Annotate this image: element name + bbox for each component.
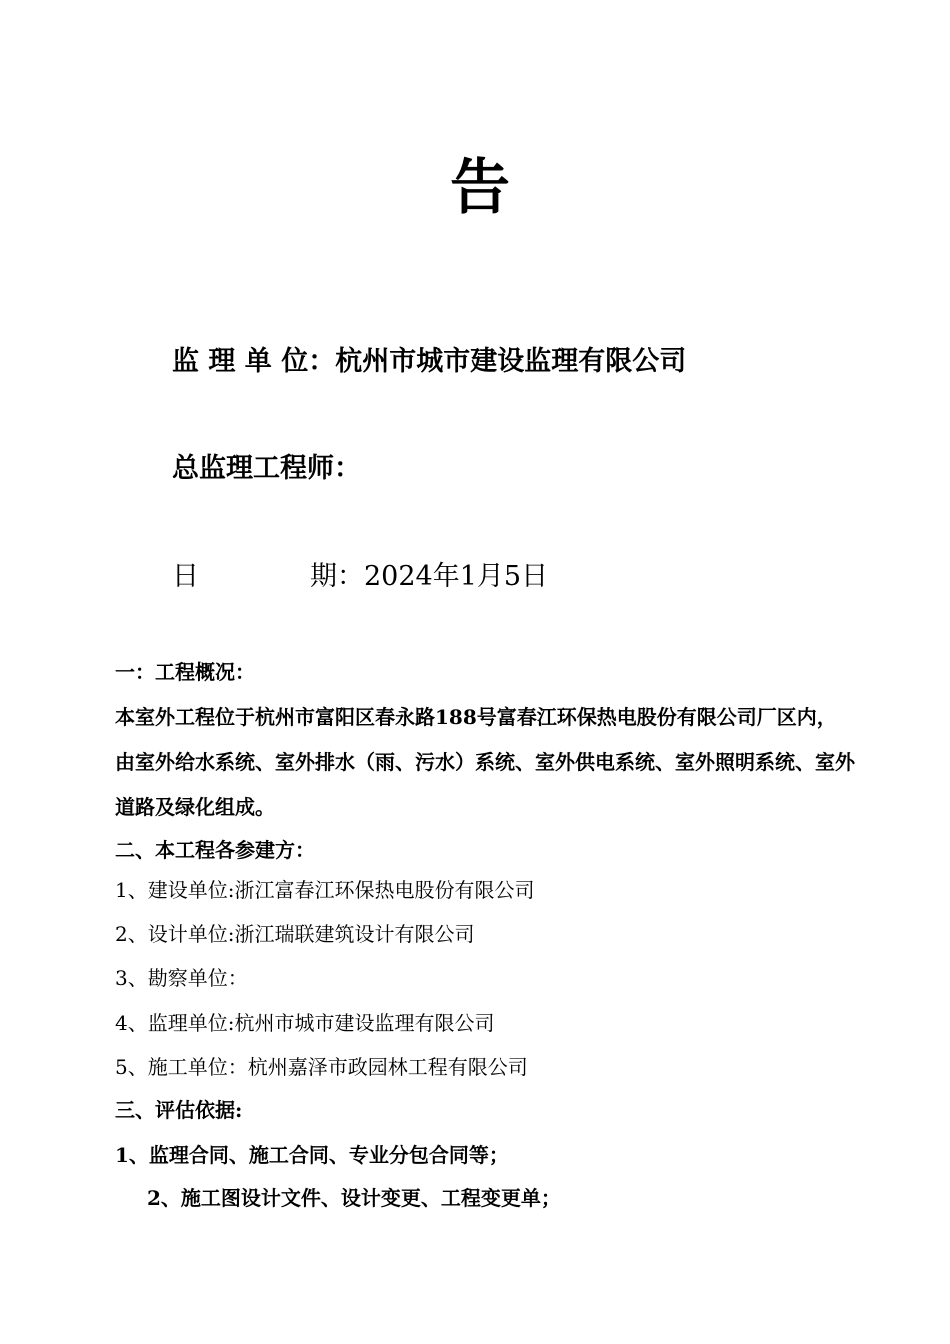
parties-heading: 二、本工程各参建方：: [115, 838, 315, 862]
supervisor-value: 杭州市城市建设监理有限公司: [335, 346, 687, 377]
overview-text: 本室外工程位于杭州市富阳区春永路188号富春江环保热电股份有限公司厂区内，由室外给水系统、室外排水（雨、污水）系统、室外供电系统、室外照明系统、室外道路及绿化组成。: [115, 705, 855, 819]
chief-engineer-line: [172, 449, 361, 489]
document-title: 告: [450, 153, 510, 223]
date-line: [172, 557, 548, 597]
date-label-period: 期：: [310, 561, 364, 592]
party-item: 1、建设单位:浙江富春江环保热电股份有限公司: [115, 878, 535, 902]
basis-item: 2、施工图设计文件、设计变更、工程变更单；: [147, 1186, 561, 1210]
date-value: 2024年1月5日: [364, 561, 549, 592]
party-item: 4、监理单位:杭州市城市建设监理有限公司: [115, 1011, 495, 1035]
overview-paragraph: [115, 695, 855, 830]
overview-heading: 一：工程概况：: [115, 660, 255, 684]
party-item: 2、设计单位:浙江瑞联建筑设计有限公司: [115, 922, 475, 946]
party-item: 3、勘察单位：: [115, 966, 248, 990]
supervisor-label: 监 理 单 位：: [172, 346, 336, 377]
supervisor-line: [172, 342, 686, 382]
party-item: 5、施工单位：杭州嘉泽市政园林工程有限公司: [115, 1055, 528, 1079]
date-label-day: 日: [172, 561, 199, 592]
chief-engineer-label: 总监理工程师：: [172, 453, 361, 484]
basis-item: 1、监理合同、施工合同、专业分包合同等；: [115, 1143, 509, 1167]
basis-heading: 三、评估依据:: [115, 1098, 243, 1122]
